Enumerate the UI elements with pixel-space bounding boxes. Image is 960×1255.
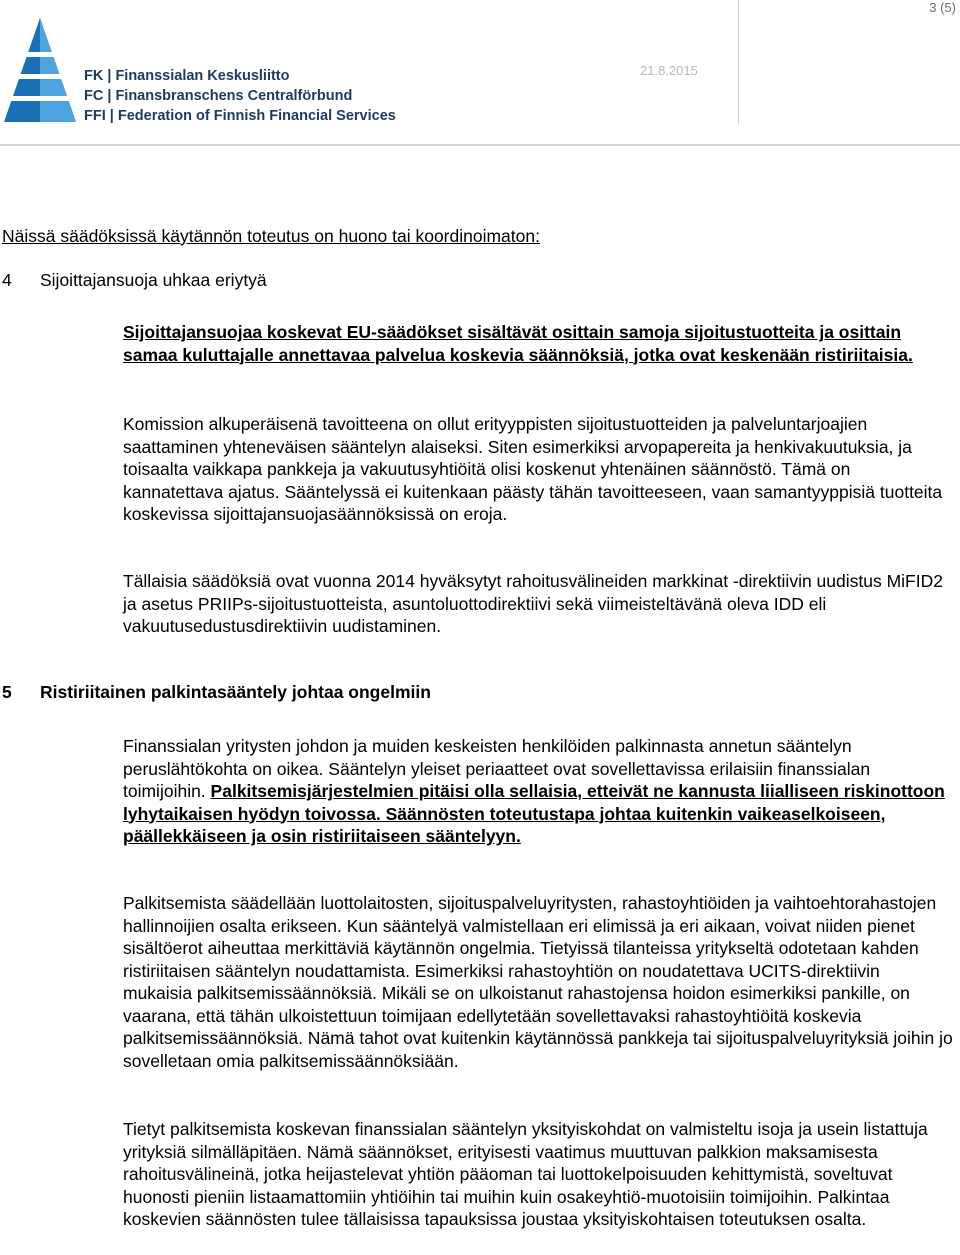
- logo: [0, 14, 396, 132]
- section-5-paragraph-2: Palkitsemista säädellään luottolaitosten, sijoituspalveluyritysten, rahastoyhtiöiden ja vaihtoehtorahastojen hallinnoijien osalta erikseen. Kun sääntelyä valmistellaan eri elimissä ja eri aikaan, voivat niiden pienet sisältöerot aiheuttaa merkittäviä käytännön ongelmia. Tietyissä tilanteissa yritykseltä odotetaan kahden ristiriitaisen sääntelyn noudattamista. Esimerkiksi rahastoyhtiön on noudatettava UCITS-direktiivin mukaisia palkitsemissäännöksiä. Mikäli se on ulkoistanut rahastojensa hoidon esimerkiksi pankille, on vaarana, että tähän ulkoistettuun toimijaan edellytetään sovellettavaksi rahastoyhtiöitä koskevia palkitsemissäännöksiä. Nämä tahot ovat kuitenkin käytännössä pankkeja tai sijoituspalveluyrityksiä joihin jo sovelletaan omia palkitsemissäännöksiään.: [123, 893, 953, 1071]
- section-5-number: 5: [2, 682, 12, 702]
- intro-heading: Näissä säädöksissä käytännön toteutus on huono tai koordinoimaton:: [2, 226, 540, 246]
- section-5-paragraph-1-text: Finanssialan yritysten johdon ja muiden keskeisten henkilöiden palkinnasta annetun sääntelyn peruslähtökohta on oikea. Sääntelyn yleiset periaatteet ovat sovellettavissa erilaisiin finanssialan toimijoihin.: [123, 736, 871, 801]
- section-4-paragraph-2: Komission alkuperäisenä tavoitteena on ollut erityyppisten sijoitustuotteiden ja palveluntarjoajien saattaminen yhteneväisen sääntelyn alaiseksi. Siten esimerkiksi arvopapereita ja henkivakuutuksia, ja toisaalta vaikkapa pankkeja ja vakuutusyhtiöitä olisi koskenut yhtenäinen säännöstö. Tämä on kannatettava ajatus. Sääntelyssä ei kuitenkaan päästy tähän tavoitteeseen, vaan samantyyppisiä tuotteita koskevissa sijoittajansuojasäännöksissä on eroja.: [123, 414, 943, 524]
- section-4-paragraph-3: Tällaisia säädöksiä ovat vuonna 2014 hyväksytyt rahoitusvälineiden markkinat -direktiivin uudistus MiFID2 ja asetus PRIIPs-sijoitustuotteista, asuntoluottodirektiivi sekä viimeisteltävänä oleva IDD eli vakuutusedustusdirektiivin uudistaminen.: [123, 571, 943, 636]
- logo-triangle-icon: [0, 14, 82, 126]
- logo-text: [84, 66, 396, 126]
- section-4-summary: Sijoittajansuojaa koskevat EU-säädökset sisältävät osittain samoja sijoitustuotteita ja osittain samaa kuluttajalle annettavaa palvelua koskevia säännöksiä, jotka ovat keskenään ristiriitaisia.: [123, 322, 913, 365]
- section-4-title: Sijoittajansuoja uhkaa eriytyä: [40, 270, 267, 290]
- logo-line-fk: FK | Finanssialan Keskusliitto: [84, 68, 290, 84]
- section-4-number: 4: [2, 270, 12, 290]
- section-5-paragraph-3: Tietyt palkitsemista koskevan finanssialan sääntelyn yksityiskohdat on valmisteltu isoja ja usein listattuja yrityksiä silmälläpitäen. Nämä säännökset, erityisesti vaatimus muuttuvan palkkion maksamisesta rahoitusvälineinä, jotka heijastelevat yhtiön pääoman tai luottokelpoisuuden kehittymistä, soveltuvat huonosti pieniin listaamattomiin yhtiöihin tai muihin kuin osakeyhtiö-muotoisiin toimijoihin. Palkintaa koskevien säännösten tulee tällaisissa tapauksissa joustaa yksityiskohtaisen toteutuksen osalta.: [123, 1119, 928, 1229]
- logo-line-ffi: FFI | Federation of Finnish Financial Services: [84, 108, 396, 124]
- header-divider-vertical: [738, 0, 739, 124]
- page-number: 3 (5): [929, 0, 956, 15]
- section-5-paragraph-1-emphasis: Palkitsemisjärjestelmien pitäisi olla sellaisia, etteivät ne kannusta liialliseen riskinottoon lyhytaikaisen hyödyn toivossa. Säännösten toteutustapa johtaa kuitenkin vaikeaselkoiseen, päällekkäiseen ja osin ristiriitaiseen sääntelyyn.: [123, 781, 945, 846]
- document-date: 21.8.2015: [640, 63, 698, 78]
- section-5-title: Ristiriitainen palkintasääntely johtaa ongelmiin: [40, 682, 431, 702]
- section-5-heading: [2, 682, 431, 703]
- section-5-paragraph-1: [123, 735, 953, 848]
- section-4-heading: [2, 270, 267, 291]
- logo-line-fc: FC | Finansbranschens Centralförbund: [84, 88, 353, 104]
- header-divider-horizontal: [0, 144, 960, 146]
